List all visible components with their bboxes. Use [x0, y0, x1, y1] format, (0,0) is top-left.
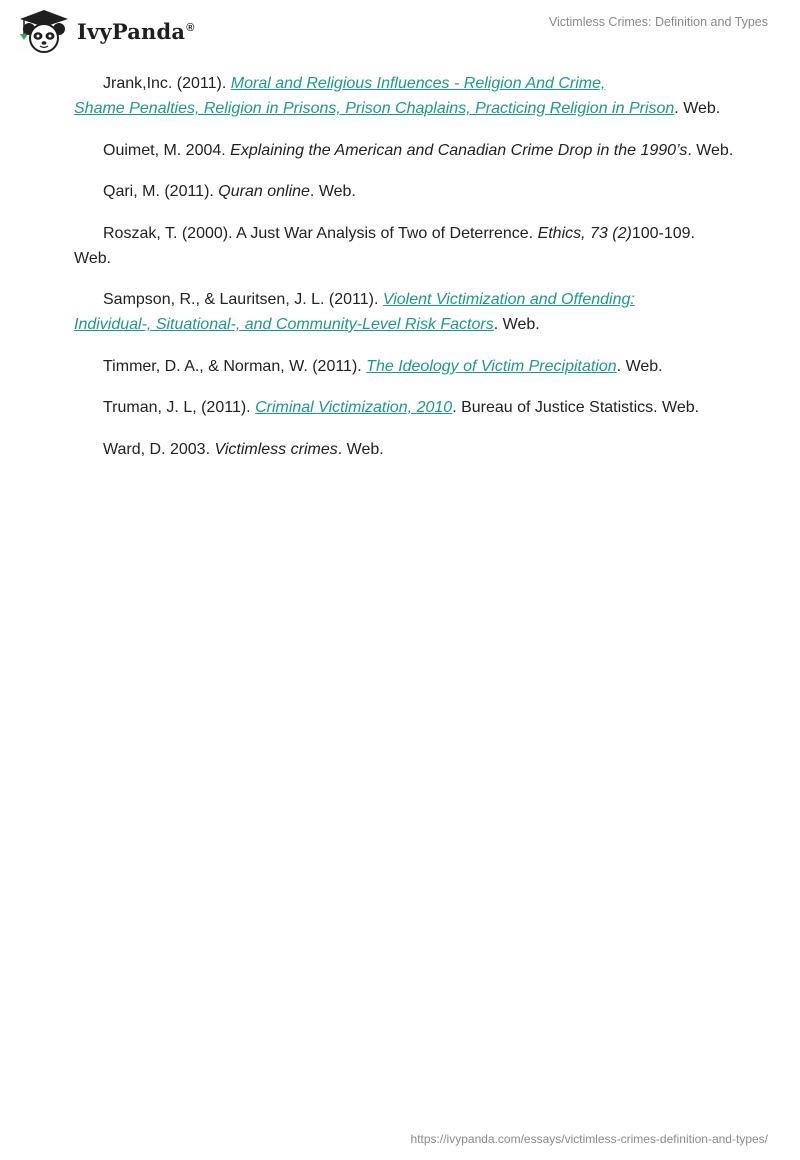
brand-name: IvyPanda® — [77, 18, 195, 44]
reference-entry: Timmer, D. A., & Norman, W. (2011). The Ideology of Victim Precipitation. Web. — [103, 357, 663, 375]
reference-title: Ethics, 73 (2) — [537, 224, 632, 242]
document-title: Victimless Crimes: Definition and Types — [548, 15, 768, 29]
reference-entry: Truman, J. L, (2011). Criminal Victimization, 2010. Bureau of Justice Statistics. Web. — [103, 399, 700, 416]
reference-link[interactable]: Moral and Religious Influences - Religion And Crime, Shame Penalties, Religion in Prisons, Prison Chaplains, Practicing Religion in Prison — [74, 75, 675, 117]
reference-title: Quran online — [218, 183, 310, 200]
reference-entry: Ouimet, M. 2004. Explaining the American and Canadian Crime Drop in the 1990’s. Web. — [103, 141, 734, 159]
reference-link[interactable]: The Ideology of Victim Precipitation — [366, 357, 617, 375]
panda-mascot-icon — [16, 8, 72, 54]
reference-entry: Ward, D. 2003. Victimless crimes. Web. — [103, 440, 384, 458]
reference-entry: Jrank,Inc. (2011). Moral and Religious Influences - Religion And Crime, Shame Penalties, Religion in Prisons, Prison Chaplains, Practicing Religion in Prison. Web. — [74, 75, 721, 117]
footer-url[interactable]: https://ivypanda.com/essays/victimless-crimes-definition-and-types/ — [410, 1132, 768, 1146]
reference-entry: Sampson, R., & Lauritsen, J. L. (2011). Violent Victimization and Offending: Individual-, Situational-, and Community-Level Risk Factors. Web. — [74, 291, 635, 333]
ivypanda-logo[interactable] — [16, 8, 195, 54]
page-header — [0, 0, 800, 60]
reference-list — [74, 71, 734, 478]
reference-link[interactable]: Violent Victimization and Offending: Individual-, Situational-, and Community-Level Risk Factors — [74, 291, 635, 333]
reference-entry: Qari, M. (2011). Quran online. Web. — [103, 183, 356, 200]
reference-title: Victimless crimes — [214, 440, 338, 458]
reference-link[interactable]: Criminal Victimization, 2010 — [255, 399, 453, 416]
reference-title: Explaining the American and Canadian Crime Drop in the 1990’s — [230, 141, 688, 159]
reference-entry: Roszak, T. (2000). A Just War Analysis of Two of Deterrence. Ethics, 73 (2)100-109. Web. — [74, 224, 695, 267]
